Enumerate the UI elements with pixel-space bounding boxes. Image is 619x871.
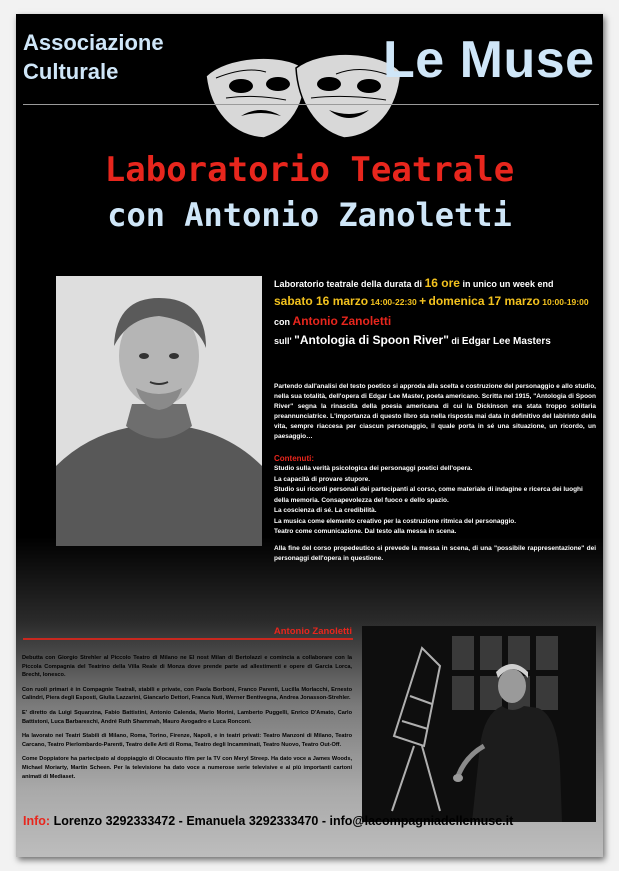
- stage-photo: [362, 626, 596, 822]
- contents-item: La coscienza di sé. La credibilità.: [274, 507, 377, 514]
- brand-title: Le Muse: [383, 31, 595, 89]
- bio-paragraph: E' diretto da Luigi Squarzina, Fabio Battistini, Antonio Calenda, Mario Morini, Lamberto Puggelli, Enrico D'Amato, Carlo Battistoni, Luca Barbareschi, André Ruth Shammah, Mauro Avogadro e Luca Ronconi.: [22, 709, 352, 725]
- separator: -: [178, 814, 183, 828]
- contents-list: [274, 464, 596, 538]
- sunday-date: domenica 17 marzo: [428, 294, 540, 308]
- con-text: con: [274, 317, 291, 327]
- contact-line: [23, 814, 603, 828]
- duration-suffix: in unico un week end: [462, 279, 554, 289]
- sull-text: sull': [274, 336, 292, 346]
- teacher-line: [274, 314, 391, 329]
- contents-title: Contenuti:: [274, 454, 314, 463]
- phone-emanuela[interactable]: Emanuela 3292333470: [186, 814, 319, 828]
- duration-hours: 16 ore: [424, 276, 460, 290]
- contact-label: Info:: [23, 814, 51, 828]
- contents-item: Teatro come comunicazione. Dal testo alla messa in scena.: [274, 528, 457, 535]
- association-name: [23, 28, 164, 86]
- contents-item: La musica come elemento creativo per la costruzione ritmica del personaggio.: [274, 517, 517, 525]
- di-text: di: [451, 336, 460, 346]
- plus-sign: +: [419, 294, 427, 308]
- work-line: [274, 333, 551, 349]
- contact-email[interactable]: info@lacompagniadellemuse.it: [329, 814, 514, 828]
- bio-paragraph: Ha lavorato nei Teatri Stabili di Milano, Roma, Torino, Firenze, Napoli, e in teatri privati: Teatro Manzoni di Milano, Teatro Carcano, Teatro Pierlombardo-Parenti, Teatro delle Arti di Roma, Teatro degli Incamminati, Teatro Nuovo, Teatro Out-Off.: [22, 733, 352, 748]
- schedule-line: [274, 294, 589, 309]
- theatre-masks-icon: [186, 38, 416, 148]
- portrait-photo: [56, 276, 262, 546]
- bio-paragraph: Con ruoli primari è in Compagnie Teatrali, stabili e private, con Paola Borboni, Franco Parenti, Lucilla Morlacchi, Ernesto Calindri, Piera degli Esposti, Giulia Lazzarini, Giancarlo Dettori, Franca Nuti, Werner Bentivegna, Andrea Jonasson-Strehler.: [22, 686, 352, 702]
- description-paragraph: Partendo dall'analisi del testo poetico si approda alla scelta e costruzione del personaggio e allo studio, nella sua totalità, dell'opera di Edgar Lee Master, poeta americano. Scritta nel 1915, "Antologia di Spoon River" segna la rinascita della poesia americana di cui la Dickinson era stata troppo solitaria preannunciatrice. L'importanza di questo libro sta nella risposta mai data in definitivo del labirinto della vita, sempre riaccesa per ciascun personaggio, il quale porta in sé una situazione, un ricordo, un paesaggio…: [274, 383, 596, 440]
- saturday-time: 14:00-22:30: [370, 297, 417, 307]
- header-divider: [23, 104, 599, 105]
- saturday-date: sabato 16 marzo: [274, 294, 369, 308]
- contents-item: Studio sulla verità psicologica dei personaggi poetici dell'opera.: [274, 465, 473, 472]
- bio-title: Antonio Zanoletti: [273, 626, 352, 637]
- work-title: "Antologia di Spoon River": [294, 333, 449, 347]
- bio-text: [22, 654, 352, 787]
- bio-paragraph: Debutta con Giorgio Strehler al Piccolo Teatro di Milano ne El nost Milan di Bertolazzi e comincia a collaborare con la Piccola Compagnia del Teatrino della Villa Reale di Monza dove prende parte ad allestimenti e opere di Garcia Lorca, Brecht, Ionesco.: [22, 655, 352, 679]
- course-title: Laboratorio Teatrale: [104, 150, 515, 190]
- bio-divider: [23, 638, 353, 640]
- duration-text: Laboratorio teatrale della durata di: [274, 279, 423, 289]
- phone-lorenzo[interactable]: Lorenzo 3292333472: [53, 814, 176, 828]
- association-line1: Associazione: [23, 30, 164, 55]
- poster: [16, 14, 603, 857]
- contents-item: Studio sui ricordi personali dei partecipanti al corso, come materiale di indagine e ricerca dei luoghi della memoria. Consapevolezza del fuoco e dello spazio.: [274, 486, 583, 504]
- course-subtitle: con Antonio Zanoletti: [107, 196, 512, 234]
- closing-paragraph: Alla fine del corso propedeutico si prevede la messa in scena, di una "possibile rappresentazione" dei personaggi dell'opera in questione.: [274, 545, 596, 562]
- teacher-name: Antonio Zanoletti: [292, 314, 392, 328]
- bio-paragraph: Come Doppiatore ha partecipato al doppiaggio di Olocausto film per la TV con Meryl Streep. Ha dato voce a James Woods, Michael Moriarty, Martin Scheen. Per la televisione ha dato voce a numerose serie televisive e ai più importanti cartoni animati di Mediaset.: [22, 756, 352, 780]
- contents-item: La capacità di provare stupore.: [274, 475, 371, 483]
- work-author: Edgar Lee Masters: [461, 336, 551, 347]
- association-line2: Culturale: [23, 59, 119, 84]
- separator: -: [321, 814, 327, 828]
- sunday-time: 10:00-19:00: [542, 297, 589, 307]
- duration-line: [274, 276, 553, 291]
